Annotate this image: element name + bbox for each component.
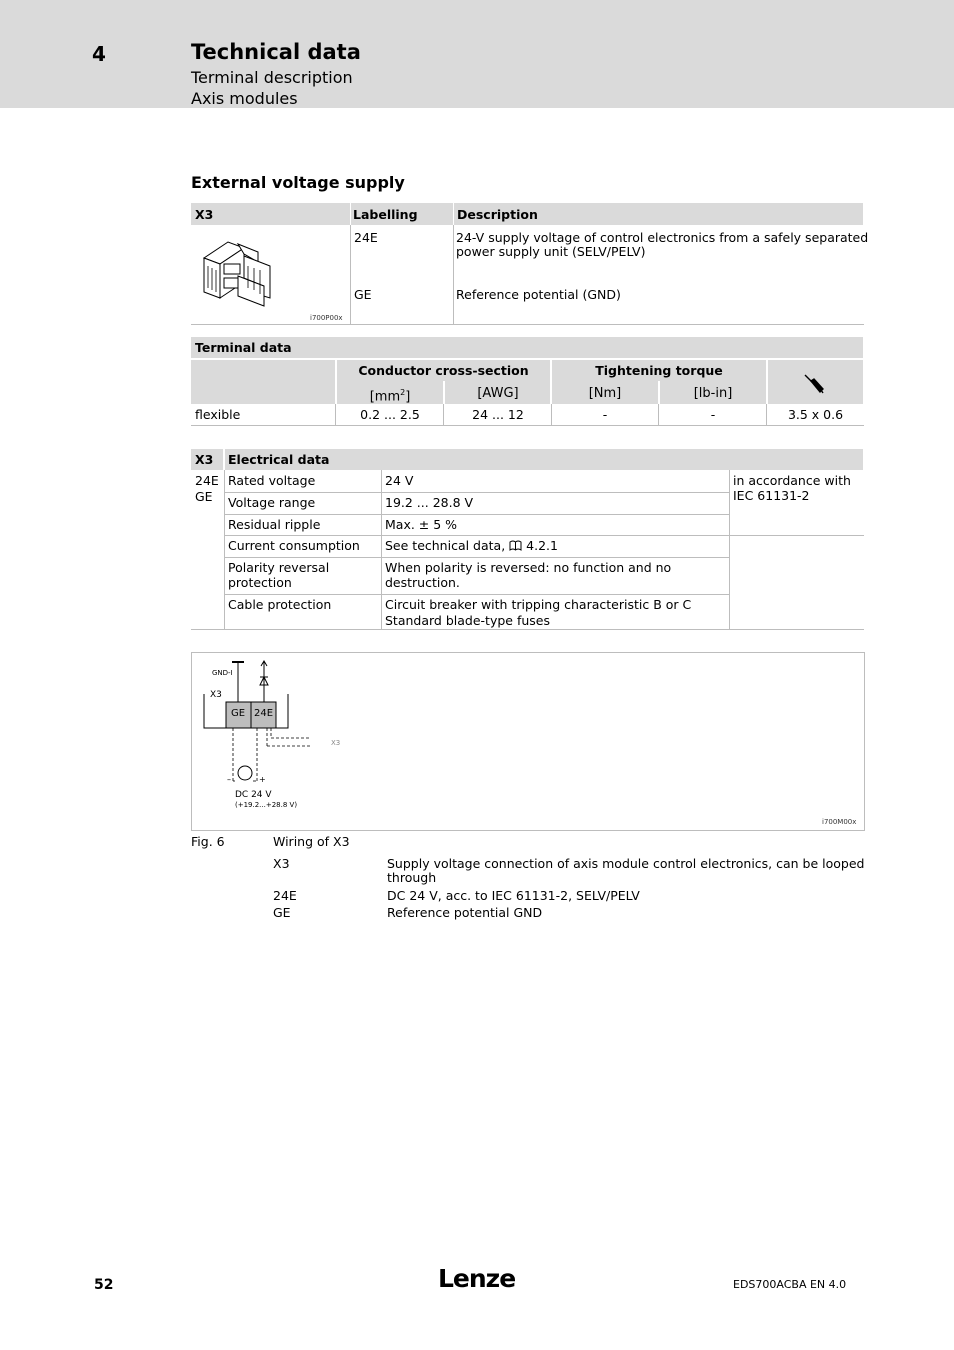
legend-x3-line2: through	[387, 870, 437, 885]
screwdriver-size: 3.5 x 0.6	[787, 407, 844, 422]
value-polarity-line1: When polarity is reversed: no function and no	[385, 560, 672, 575]
connector-image	[198, 236, 278, 308]
figure-number: Fig. 6	[191, 834, 225, 849]
label-ge: GE	[354, 287, 372, 302]
dc-range: (+19.2...+28.8 V)	[235, 801, 298, 809]
cross-section-mm2: 0.2 ... 2.5	[360, 407, 420, 422]
book-icon	[509, 540, 522, 551]
section-title: External voltage supply	[191, 173, 405, 192]
header-band	[0, 0, 954, 108]
param-polarity-line1: Polarity reversal	[228, 560, 330, 575]
subtitle-terminal-description: Terminal description	[191, 68, 353, 87]
legend-key-ge: GE	[273, 905, 291, 920]
row-flexible: flexible	[195, 407, 241, 422]
unit-awg: [AWG]	[477, 386, 519, 401]
label-24e: 24E	[354, 230, 378, 245]
value-residual-ripple: Max. ± 5 %	[385, 517, 458, 532]
terminal-ge-label: GE	[231, 708, 246, 719]
value-voltage-range: 19.2 ... 28.8 V	[385, 495, 474, 510]
note-line2: IEC 61131-2	[733, 488, 810, 503]
torque-lb-in: -	[710, 407, 716, 422]
chapter-title: Technical data	[191, 40, 361, 64]
group-tightening-torque: Tightening torque	[595, 363, 723, 378]
legend-key-24e: 24E	[273, 888, 297, 903]
desc-24e-line2: power supply unit (SELV/PELV)	[456, 244, 646, 259]
value-cable-protection-line1: Circuit breaker with tripping characteristic B or C	[385, 597, 692, 612]
x3-out-label: X3	[331, 739, 341, 747]
cross-section-awg: 24 ... 12	[472, 407, 524, 422]
legend-key-x3: X3	[273, 856, 290, 871]
document-id: EDS700ACBA EN 4.0	[733, 1278, 847, 1291]
param-polarity-line2: protection	[228, 575, 292, 590]
note-line1: in accordance with	[733, 473, 851, 488]
param-voltage-range: Voltage range	[228, 495, 316, 510]
figure-title: Wiring of X3	[273, 834, 350, 849]
terminal-24e-label: 24E	[254, 708, 274, 719]
screwdriver-icon	[802, 372, 826, 396]
terminal-24e: 24E	[195, 473, 219, 488]
terminal-data-title: Terminal data	[195, 340, 292, 355]
desc-24e-line1: 24-V supply voltage of control electronics from a safely separated	[456, 230, 869, 245]
unit-mm2: $[mm^2]$	[369, 388, 411, 405]
param-rated-voltage: Rated voltage	[228, 473, 316, 488]
header-labelling: Labelling	[353, 207, 418, 222]
subtitle-axis-modules: Axis modules	[191, 89, 298, 108]
header-x3: X3	[195, 207, 214, 222]
minus-sign: –	[227, 775, 231, 784]
page-number: 52	[94, 1277, 114, 1293]
header-x3-electrical: X3	[195, 452, 214, 467]
terminal-ge: GE	[195, 489, 213, 504]
figure-code: i700M00x	[822, 818, 857, 826]
connector-image-code: i700P00x	[310, 314, 343, 322]
x3-label: X3	[210, 690, 222, 700]
gnd-label: GND-I	[212, 669, 233, 677]
lenze-logo: Lenze	[438, 1264, 516, 1293]
dc-label: DC 24 V	[235, 790, 272, 800]
value-polarity-line2: destruction.	[385, 575, 460, 590]
header-electrical-data: Electrical data	[228, 452, 330, 467]
value-cable-protection-line2: Standard blade-type fuses	[385, 613, 550, 628]
param-residual-ripple: Residual ripple	[228, 517, 321, 532]
header-description: Description	[457, 207, 538, 222]
value-current-consumption: See technical data, 4.2.1	[385, 538, 558, 553]
chapter-number: 4	[92, 42, 106, 66]
plus-sign: +	[259, 775, 266, 784]
legend-x3-line1: Supply voltage connection of axis module control electronics, can be looped	[387, 856, 865, 871]
terminal-data-title-bar	[191, 337, 863, 358]
unit-lb-in: [lb-in]	[693, 386, 733, 401]
value-rated-voltage: 24 V	[385, 473, 414, 488]
desc-ge: Reference potential (GND)	[456, 287, 621, 302]
param-cable-protection: Cable protection	[228, 597, 332, 612]
param-current-consumption: Current consumption	[228, 538, 360, 553]
unit-nm: [Nm]	[588, 386, 622, 401]
group-conductor-cross-section: Conductor cross-section	[358, 363, 529, 378]
legend-ge: Reference potential GND	[387, 905, 543, 920]
legend-24e: DC 24 V, acc. to IEC 61131-2, SELV/PELV	[387, 888, 640, 903]
torque-nm: -	[602, 407, 608, 422]
